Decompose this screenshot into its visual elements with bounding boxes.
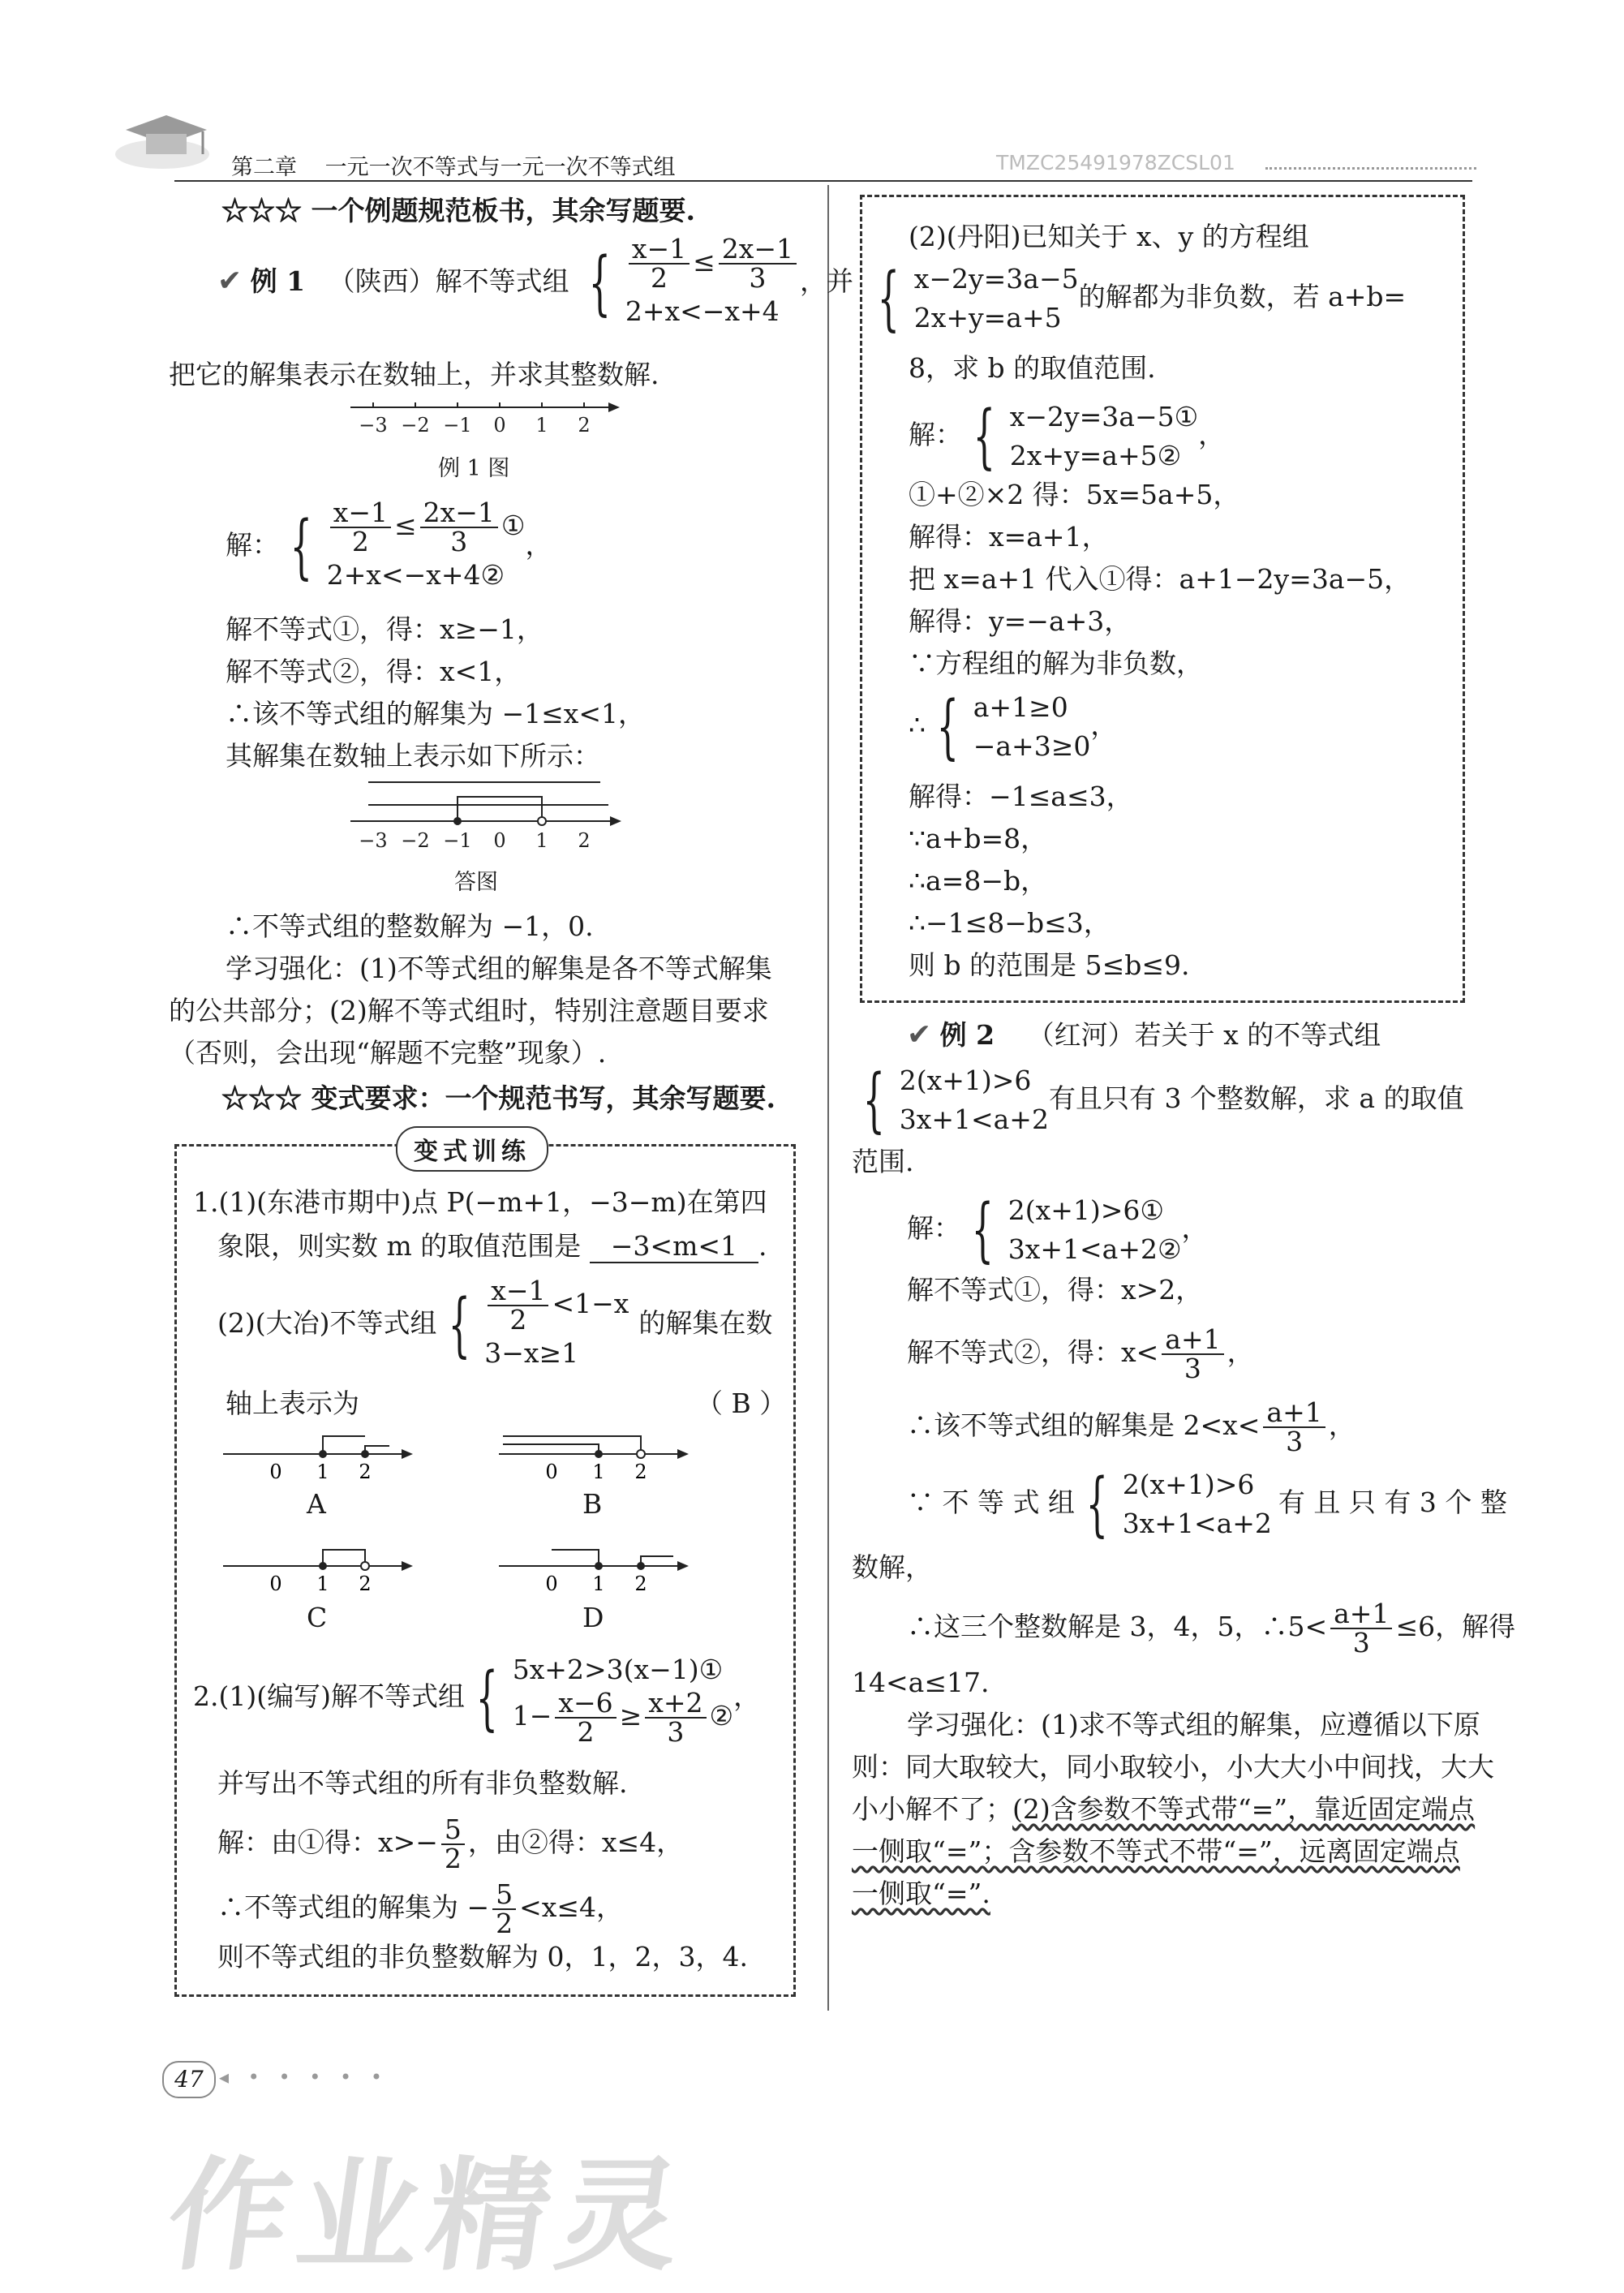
example-1-number-line xyxy=(349,396,625,445)
chapter-title: 一元一次不等式与一元一次不等式组 xyxy=(324,155,676,180)
right-step-2: 解得：x=a+1， xyxy=(909,521,1109,553)
svg-text:1: 1 xyxy=(535,414,548,437)
option-a-line xyxy=(223,1436,413,1483)
svg-text:1: 1 xyxy=(592,1572,605,1595)
q1-1-line2: 象限，则实数 m 的取值范围是 −3<m<1 . xyxy=(217,1230,767,1262)
q1-1-answer: −3<m<1 xyxy=(590,1230,758,1263)
svg-text:−1: −1 xyxy=(443,414,472,437)
study-note-2d: 一侧取“=”；含参数不等式不带“=”，远离固定端点 xyxy=(852,1835,1460,1867)
option-b-label[interactable]: B xyxy=(582,1488,603,1520)
example-2-label: 例 2 xyxy=(939,1019,995,1051)
example-1-label: 例 1 xyxy=(250,265,306,297)
example-2-source: （红河）若关于 x 的不等式组 xyxy=(1027,1019,1381,1051)
q2-line2: 并写出不等式组的所有非负整数解. xyxy=(217,1767,628,1799)
example-1-step-5: ∴不等式组的整数解为 −1，0. xyxy=(226,910,594,942)
intro-line: ☆☆☆ 一个例题规范板书，其余写题要. xyxy=(221,195,695,226)
example-2-step-1: 解不等式①，得：x>2， xyxy=(907,1274,1203,1306)
option-a-label[interactable]: A xyxy=(307,1488,326,1520)
study-note-2a: 学习强化：(1)求不等式组的解集，应遵循以下原 xyxy=(907,1709,1480,1740)
study-note-1b: 的公共部分；(2)解不等式组时，特别注意题目要求 xyxy=(169,995,769,1026)
svg-text:0: 0 xyxy=(493,829,506,852)
example-1-step-3: ∴该不等式组的解集为 −1≤x<1， xyxy=(226,698,646,729)
watermark: 作业精灵 xyxy=(158,2146,698,2287)
q1-1-line1: 1.(1)(东港市期中)点 P(−m+1，−3−m)在第四 xyxy=(193,1186,767,1218)
variant-intro: ☆☆☆ 变式要求：一个规范书写，其余写题要. xyxy=(221,1082,775,1114)
svg-text:2: 2 xyxy=(578,829,591,852)
svg-text:0: 0 xyxy=(269,1461,282,1483)
option-number-lines xyxy=(219,1428,706,1647)
check-icon: ✔ xyxy=(907,1018,932,1052)
page-number: 47 xyxy=(174,2066,204,2093)
example-1-heading: ✔ 例 1 （陕西）解不等式组 { $\frac{x-1}{2}$ ≤ $\frac{2x-1}{3}$ 2+x<−x+4 ，并 xyxy=(217,233,854,327)
study-note-1c: （否则，会出现“解题不完整”现象）. xyxy=(169,1037,607,1069)
header-chapter xyxy=(231,149,676,181)
right-q-line2: { x−2y=3a−5 2x+y=a+5 的解都为非负数，若 a+b= xyxy=(877,258,1407,339)
q1-2-line2: 轴上表示为 xyxy=(226,1387,359,1419)
page-number-badge xyxy=(162,2061,216,2098)
example-2-solution-system: 解： { 2(x+1)>6① 3x+1<a+2② ， xyxy=(907,1190,1209,1271)
option-c-label[interactable]: C xyxy=(307,1602,328,1633)
svg-text:−2: −2 xyxy=(401,829,430,852)
answer-caption: 答图 xyxy=(454,870,498,895)
q2-solution-2: ∴不等式组的解集为 − $\frac{5}{2}$ <x≤4， xyxy=(217,1878,624,1939)
study-note-2b: 则：同大取较大，同小取较小，小大大小中间找，大大 xyxy=(852,1751,1494,1783)
right-step-11: 则 b 的范围是 5≤b≤9. xyxy=(909,949,1190,981)
example-1-step-4: 其解集在数轴上表示如下所示： xyxy=(226,740,600,772)
right-q-line1: (2)(丹阳)已知关于 x、y 的方程组 xyxy=(909,221,1309,252)
example-1-line2: 把它的解集表示在数轴上，并求其整数解. xyxy=(169,359,659,390)
example-2-line2: { 2(x+1)>6 3x+1<a+2 有且只有 3 个整数解，求 a 的取值 xyxy=(862,1060,1464,1141)
right-step-9: ∴a=8−b， xyxy=(909,865,1048,897)
header-dotted-rule xyxy=(1265,167,1476,170)
example-2-step-6: ∴这三个整数解是 3，4，5，∴5< $\frac{a+1}{3}$ ≤6，解得 xyxy=(907,1598,1516,1658)
q2-solution-1: 解：由①得：x>− $\frac{5}{2}$ ，由②得：x≤4， xyxy=(217,1813,684,1874)
q2-solution-3: 则不等式组的非负整数解为 0，1，2，3，4. xyxy=(217,1941,748,1972)
option-d-label[interactable]: D xyxy=(582,1602,604,1633)
example-2-step-3: ∴该不等式组的解集是 2<x< $\frac{a+1}{3}$ ， xyxy=(907,1396,1355,1457)
svg-text:1: 1 xyxy=(535,829,548,852)
graduation-cap-icon xyxy=(110,97,215,179)
right-solution-system: 解： { x−2y=3a−5① 2x+y=a+5② ， xyxy=(909,396,1226,477)
option-d-line xyxy=(499,1550,689,1595)
svg-text:0: 0 xyxy=(493,414,506,437)
variant-title: 变式训练 xyxy=(396,1126,548,1172)
right-step-4: 解得：y=−a+3， xyxy=(909,605,1132,637)
header-code: TMZC25491978ZCSL01 xyxy=(996,151,1235,174)
svg-text:1: 1 xyxy=(316,1572,329,1595)
right-step-10: ∴−1≤8−b≤3， xyxy=(909,907,1111,939)
page-number-dots: ◂ • • • • • xyxy=(219,2066,389,2089)
check-icon: ✔ xyxy=(217,265,243,298)
study-note-1a: 学习强化：(1)不等式组的解集是各不等式解集 xyxy=(226,953,772,984)
right-step-1: ①+②×2 得：5x=5a+5， xyxy=(909,479,1240,510)
example-1-source: （陕西）解不等式组 xyxy=(328,265,569,297)
svg-text:1: 1 xyxy=(316,1461,329,1483)
right-step-8: ∵a+b=8， xyxy=(909,823,1048,854)
example-1-fig-caption: 例 1 图 xyxy=(438,456,510,481)
svg-text:−3: −3 xyxy=(359,414,388,437)
column-divider xyxy=(827,185,829,2011)
option-b-line xyxy=(499,1436,689,1483)
right-step-6: ∴ { a+1≥0 −a+3≥0 ， xyxy=(909,686,1118,768)
q1-2-line1: (2)(大冶)不等式组 { $\frac{x-1}{2}$ <1−x 3−x≥1 的解集在数 xyxy=(217,1275,773,1369)
example-1-step-2: 解不等式②，得：x<1， xyxy=(226,656,522,687)
svg-text:0: 0 xyxy=(269,1572,282,1595)
svg-text:−1: −1 xyxy=(443,829,472,852)
svg-text:0: 0 xyxy=(545,1572,558,1595)
svg-text:2: 2 xyxy=(634,1461,647,1483)
svg-text:2: 2 xyxy=(578,414,591,437)
example-1-step-1: 解不等式①，得：x≥−1， xyxy=(226,613,543,645)
right-q-line3: 8，求 b 的取值范围. xyxy=(909,352,1156,384)
example-2-step-2: 解不等式②，得：x< $\frac{a+1}{3}$ ， xyxy=(907,1323,1254,1384)
option-c-line xyxy=(223,1550,413,1595)
svg-text:0: 0 xyxy=(545,1461,558,1483)
q2-line1: 2.(1)(编写)解不等式组 { 5x+2>3(x−1)① 1− $\frac{x-6}{2}$ ≥ $\frac{x+2}{3}$ ② ， xyxy=(193,1654,761,1748)
right-step-3: 把 x=a+1 代入①得：a+1−2y=3a−5， xyxy=(909,563,1411,595)
chapter-label: 第二章 xyxy=(231,155,297,180)
svg-text:2: 2 xyxy=(359,1461,372,1483)
header-rule xyxy=(174,180,1472,182)
example-2-line3: 范围. xyxy=(852,1146,914,1177)
example-2-step-4: ∵ 不 等 式 组 { 2(x+1)>6 3x+1<a+2 有 且 只 有 3 个 整 xyxy=(907,1464,1507,1545)
right-step-5: ∵方程组的解为非负数， xyxy=(909,647,1203,679)
right-step-7: 解得：−1≤a≤3， xyxy=(909,781,1133,812)
example-2-step-7: 14<a≤17. xyxy=(852,1667,990,1698)
answer-number-line xyxy=(349,777,625,858)
example-2-heading xyxy=(907,1017,1381,1053)
example-1-solution-system: 解： { $\frac{x-1}{2}$ ≤ $\frac{2x-1}{3}$ ① 2+x<−x+4② ， xyxy=(226,497,552,591)
svg-text:1: 1 xyxy=(592,1461,605,1483)
svg-text:2: 2 xyxy=(634,1572,647,1595)
q1-2-answer: （ B ） xyxy=(696,1387,787,1419)
svg-text:−2: −2 xyxy=(401,414,430,437)
study-note-2c: 小小解不了；(2)含参数不等式带“=”，靠近固定端点 xyxy=(852,1793,1476,1825)
header-logo xyxy=(110,97,215,182)
study-note-2e: 一侧取“=”. xyxy=(852,1878,990,1909)
example-2-step-5: 数解， xyxy=(852,1551,932,1583)
svg-text:−3: −3 xyxy=(359,829,388,852)
svg-text:2: 2 xyxy=(359,1572,372,1595)
